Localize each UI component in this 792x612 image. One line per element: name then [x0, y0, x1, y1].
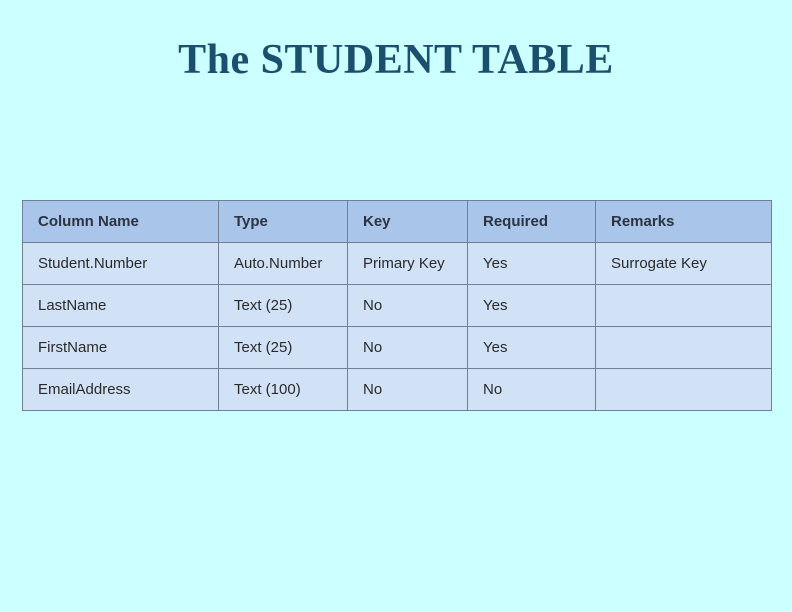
cell-type: Text (25) [219, 327, 348, 369]
cell-required: Yes [468, 327, 596, 369]
table-header-row [23, 201, 772, 243]
student-table-container [22, 200, 771, 411]
cell-type: Auto.Number [219, 243, 348, 285]
cell-key: No [348, 285, 468, 327]
cell-key: Primary Key [348, 243, 468, 285]
cell-required: No [468, 369, 596, 411]
table-row [23, 243, 772, 285]
cell-key: No [348, 327, 468, 369]
page-title: The STUDENT TABLE [178, 37, 614, 83]
cell-remarks: Surrogate Key [596, 243, 772, 285]
cell-type: Text (25) [219, 285, 348, 327]
cell-column-name: LastName [23, 285, 219, 327]
cell-column-name: Student.Number [23, 243, 219, 285]
cell-column-name: EmailAddress [23, 369, 219, 411]
cell-type: Text (100) [219, 369, 348, 411]
header-type: Type [219, 201, 348, 243]
header-key: Key [348, 201, 468, 243]
cell-key: No [348, 369, 468, 411]
cell-remarks [596, 285, 772, 327]
student-table [22, 200, 772, 411]
table-row [23, 369, 772, 411]
cell-required: Yes [468, 243, 596, 285]
cell-remarks [596, 327, 772, 369]
header-required: Required [468, 201, 596, 243]
table-row [23, 327, 772, 369]
cell-remarks [596, 369, 772, 411]
header-remarks: Remarks [596, 201, 772, 243]
cell-column-name: FirstName [23, 327, 219, 369]
table-row [23, 285, 772, 327]
header-column-name: Column Name [23, 201, 219, 243]
cell-required: Yes [468, 285, 596, 327]
